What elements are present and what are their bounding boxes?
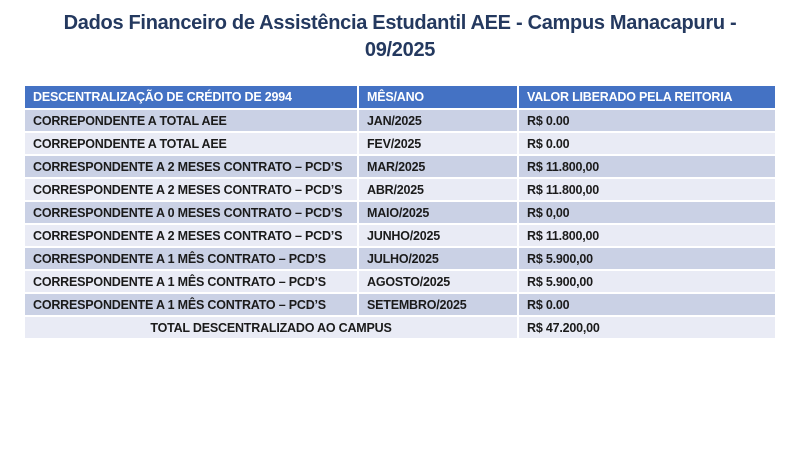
table-row	[25, 202, 775, 225]
cell-value: R$ 11.800,00	[519, 225, 775, 248]
cell-description: CORRESPONDENTE A 1 MÊS CONTRATO – PCD’S	[25, 271, 359, 294]
cell-value: R$ 0,00	[519, 202, 775, 225]
cell-description: CORREPONDENTE A TOTAL AEE	[25, 110, 359, 133]
table-header-row	[25, 86, 775, 110]
table-row	[25, 156, 775, 179]
cell-value: R$ 0.00	[519, 110, 775, 133]
cell-month: FEV/2025	[359, 133, 519, 156]
table-row	[25, 248, 775, 271]
cell-value: R$ 5.900,00	[519, 248, 775, 271]
cell-description: CORRESPONDENTE A 0 MESES CONTRATO – PCD’S	[25, 202, 359, 225]
cell-month: AGOSTO/2025	[359, 271, 519, 294]
total-value: R$ 47.200,00	[519, 317, 775, 340]
table-row	[25, 110, 775, 133]
cell-value: R$ 0.00	[519, 294, 775, 317]
header-valor-liberado: VALOR LIBERADO PELA REITORIA	[519, 86, 775, 110]
cell-description: CORRESPONDENTE A 2 MESES CONTRATO – PCD’S	[25, 225, 359, 248]
header-mes-ano: MÊS/ANO	[359, 86, 519, 110]
cell-month: JUNHO/2025	[359, 225, 519, 248]
cell-month: MAIO/2025	[359, 202, 519, 225]
finance-table	[25, 86, 775, 340]
table-row	[25, 294, 775, 317]
cell-value: R$ 0.00	[519, 133, 775, 156]
table-row	[25, 271, 775, 294]
header-descentralizacao: DESCENTRALIZAÇÃO DE CRÉDITO DE 2994	[25, 86, 359, 110]
cell-description: CORRESPONDENTE A 1 MÊS CONTRATO – PCD’S	[25, 248, 359, 271]
cell-month: JULHO/2025	[359, 248, 519, 271]
cell-value: R$ 11.800,00	[519, 179, 775, 202]
total-label: TOTAL DESCENTRALIZADO AO CAMPUS	[25, 317, 519, 340]
table-total-row	[25, 317, 775, 340]
cell-month: ABR/2025	[359, 179, 519, 202]
cell-month: JAN/2025	[359, 110, 519, 133]
table-row	[25, 225, 775, 248]
slide-title: Dados Financeiro de Assistência Estudantil AEE - Campus Manacapuru - 09/2025	[63, 12, 737, 61]
table-row	[25, 133, 775, 156]
cell-value: R$ 5.900,00	[519, 271, 775, 294]
cell-description: CORREPONDENTE A TOTAL AEE	[25, 133, 359, 156]
cell-description: CORRESPONDENTE A 2 MESES CONTRATO – PCD’S	[25, 179, 359, 202]
cell-month: MAR/2025	[359, 156, 519, 179]
table-row	[25, 179, 775, 202]
cell-month: SETEMBRO/2025	[359, 294, 519, 317]
cell-description: CORRESPONDENTE A 2 MESES CONTRATO – PCD’S	[25, 156, 359, 179]
cell-value: R$ 11.800,00	[519, 156, 775, 179]
cell-description: CORRESPONDENTE A 1 MÊS CONTRATO – PCD’S	[25, 294, 359, 317]
